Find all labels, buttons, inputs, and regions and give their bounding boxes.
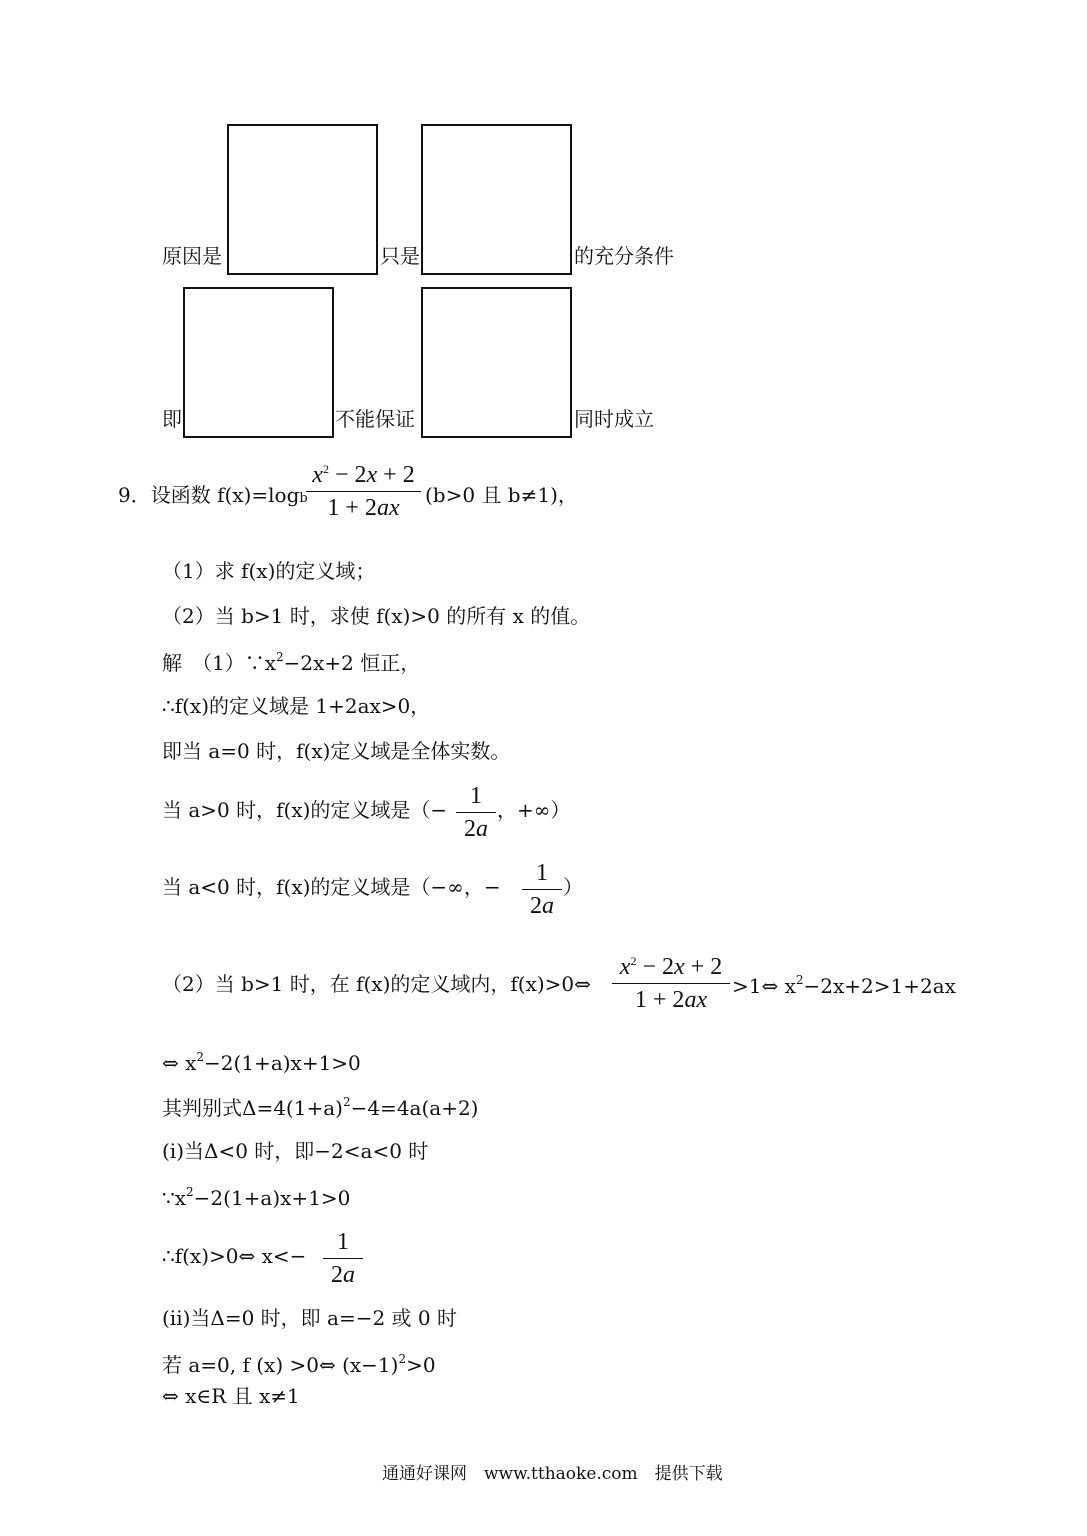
sol-line10-a: ∴f(x)>0⇔ x<− xyxy=(162,1244,307,1268)
text-sufficient-condition: 的充分条件 xyxy=(574,244,674,268)
sol-part2-fraction: $x^2 - 2x + 2$ 1 + 2ax xyxy=(612,955,730,1012)
text-yuanyin: 原因是 xyxy=(162,244,222,268)
sol-line10-fraction: 1 2a xyxy=(323,1230,363,1287)
page-footer: 通通好课网 www.tthaoke.com 提供下载 xyxy=(382,1464,723,1484)
sol-line5-b: ） xyxy=(563,875,583,899)
sol-line5-a: 当 a<0 时，f(x)的定义域是（−∞，− xyxy=(162,875,501,899)
sol-line4-a: 当 a>0 时，f(x)的定义域是（− xyxy=(162,798,448,822)
q9-part1: （1）求 f(x)的定义域； xyxy=(162,559,376,583)
sol-line13: ⇔ x∈R 且 x≠1 xyxy=(162,1384,300,1408)
sol-line12: 若 a=0, f (x) >0⇔ $(x-1)^2>0$ xyxy=(162,1352,436,1377)
q9-part2: （2）当 b>1 时，求使 f(x)>0 的所有 x 的值。 xyxy=(162,604,591,628)
sol-line5-fraction: 1 2a xyxy=(522,861,562,918)
sol-line11: (ii)当Δ=0 时，即 a=−2 或 0 时 xyxy=(162,1306,457,1330)
blank-box-1 xyxy=(227,124,378,275)
sol-line2: ∴f(x)的定义域是 1+2ax>0， xyxy=(162,694,431,718)
text-hold-simultaneously: 同时成立 xyxy=(574,407,654,431)
sol-line1: 解 $(1)\because x^2-2x+2$ 恒正， xyxy=(162,650,421,675)
sol-line6: ⇔ $x^2-2(1+a)x+1>0$ xyxy=(162,1050,361,1075)
sol-line8: (i)当Δ<0 时，即−2<a<0 时 xyxy=(162,1139,429,1163)
blank-box-4 xyxy=(421,287,572,438)
sol-part2-b: >1⇔ $x^2-2x+2>1+2ax$ xyxy=(732,973,956,998)
blank-box-3 xyxy=(183,287,334,438)
blank-box-2 xyxy=(421,124,572,275)
q9-tail: (b>0 且 b≠1)， xyxy=(425,483,578,507)
q9-fraction: $x^2 - 2x + 2$ 1 + 2ax xyxy=(306,463,421,520)
q9-head: 9．设函数 f(x)=logb xyxy=(118,483,308,507)
sol-line3: 即当 a=0 时，f(x)定义域是全体实数。 xyxy=(162,739,511,763)
text-cannot-guarantee: 不能保证 xyxy=(335,407,415,431)
sol-line4-fraction: 1 2a xyxy=(456,784,496,841)
sol-line9: $\because x^2-2(1+a)x+1>0$ xyxy=(162,1185,351,1210)
text-ji: 即 xyxy=(162,407,182,431)
sol-part2-a: （2）当 b>1 时，在 f(x)的定义域内，f(x)>0⇔ xyxy=(162,972,591,996)
text-zhishi: 只是 xyxy=(380,244,420,268)
sol-line4-b: ，+∞） xyxy=(497,798,571,822)
sol-line7: 其判别式$\Delta=4(1+a)^2-4=4a(a+2)$ xyxy=(162,1095,479,1120)
